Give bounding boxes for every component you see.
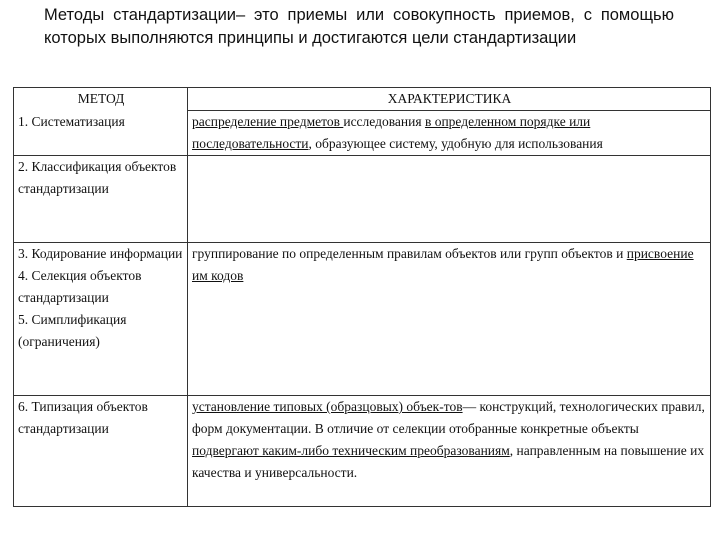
header-characteristic: ХАРАКТЕРИСТИКА (188, 88, 711, 111)
table-row (14, 111, 711, 156)
method-cell: 1. Систематизация (14, 111, 188, 156)
methods-table (13, 87, 711, 507)
header-method: МЕТОД (14, 88, 188, 111)
underlined-text: подвергают каким-либо техническим преобразованиям (192, 443, 510, 458)
characteristic-cell (188, 396, 711, 507)
text-segment: группирование по определенным правилам объектов или групп объектов и (192, 246, 627, 261)
underlined-text: в определенном порядке или последовательности (192, 114, 591, 151)
underlined-text: установление типовых (образцовых) объек-тов (192, 399, 463, 414)
text-segment: , направленным на повышение их качества и универсальности. (192, 443, 705, 480)
intro-paragraph (44, 4, 674, 50)
table-row (14, 243, 711, 396)
text-segment: , образующее систему, удобную для использования (308, 136, 603, 151)
underlined-text: распределение предметов (192, 114, 344, 129)
method-cell: 6. Типизация объектов стандартизации (14, 396, 188, 507)
method-cell: 2. Классификация объектов стандартизации (14, 156, 188, 243)
table-row (14, 156, 711, 243)
table-row (14, 396, 711, 507)
characteristic-cell (188, 111, 711, 156)
intro-term: Методы стандартизации (44, 6, 237, 24)
characteristic-cell (188, 243, 711, 396)
text-segment: — конструкций, технологических правил, форм документации. В отличие от селекции отобранные конкретные объекты (192, 399, 705, 436)
intro-definition: – это приемы или совокупность приемов, с помощью которых выполняются принципы и достигаются цели стандартизации (44, 6, 674, 47)
underlined-text: присвоение им кодов (192, 246, 694, 283)
method-item: 5. Симплификация (ограничения) (18, 312, 127, 349)
method-item: 4. Селекция объектов стандартизации (18, 268, 142, 305)
characteristic-cell (188, 156, 711, 243)
method-item: 3. Кодирование информации (18, 246, 183, 261)
method-cell (14, 243, 188, 396)
table-header-row (14, 88, 711, 111)
text-segment: исследования (343, 114, 425, 129)
